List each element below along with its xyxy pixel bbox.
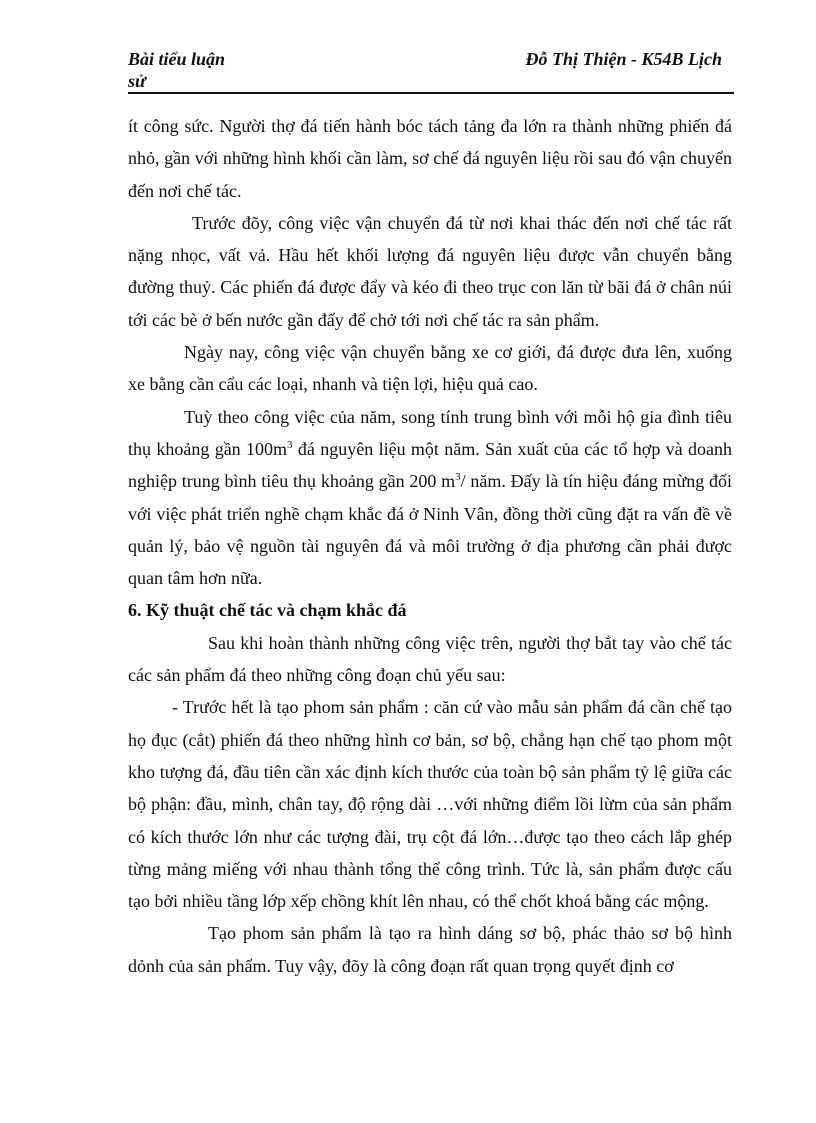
paragraph-1: ít công sức. Người thợ đá tiến hành bóc tách tảng đa lớn ra thành những phiến đá nhỏ, gần với những hình khối cần làm, sơ chế đá nguyên liệu rồi sau đó vận chuyển đến nơi chế tác. xyxy=(128,116,732,201)
paragraph-4-part-b: đá nguyên liệu một năm. Sản xuất của các tổ hợp và doanh nghiệp trung bình tiêu thụ khoảng gần 200 m xyxy=(128,438,733,492)
header-divider xyxy=(128,92,734,94)
page-header xyxy=(128,48,734,94)
header-left-title xyxy=(128,48,248,92)
paragraph-2: Trước đõy, công việc vận chuyển đá từ nơi khai thác đến nơi chế tác rất nặng nhọc, vất vả. Hầu hết khối lượng đá nguyên liệu được vẫn chuyển bằng đường thuỷ. Các phiến đá được đẩy và kéo đi theo trục con lăn từ bãi đá ở chân núi tới các bè ở bến nước gần đấy để chở tới nơi chế tác ra sản phẩm. xyxy=(128,212,732,330)
paragraph-4-part-a: Tuỳ theo công việc của năm, song tính trung bình với mỗi hộ gia đình tiêu thụ khoảng gần 100m xyxy=(128,406,732,459)
document-body xyxy=(128,110,732,982)
superscript-3: 3 xyxy=(287,438,293,451)
header-left-line2: sử xyxy=(128,71,146,91)
superscript-3-second: 3 xyxy=(455,471,461,484)
paragraph-3: Ngày nay, công việc vận chuyển bằng xe cơ giới, đá được đưa lên, xuống xe bằng cần cẩu các loại, nhanh và tiện lợi, hiệu quả cao. xyxy=(128,342,732,395)
header-author: Đỗ Thị Thiện - K54B Lịch xyxy=(525,49,722,69)
paragraph-7: Tạo phom sản phẩm là tạo ra hình dáng sơ bộ, phác thảo sơ bộ hình dỏnh của sản phẩm. Tuy vậy, đõy là công đoạn rất quan trọng quyết định cơ xyxy=(128,923,732,976)
paragraph-5: Sau khi hoàn thành những công việc trên, người thợ bắt tay vào chế tác các sản phẩm đá theo những công đoạn chủ yếu sau: xyxy=(128,632,732,686)
section-heading: 6. Kỹ thuật chế tác và chạm khắc đá xyxy=(128,600,407,621)
paragraph-4-part-c: / năm. Đấy là tín hiệu đáng mừng đối với việc phát triển nghề chạm khắc đá ở Ninh Vân, đồng thời cũng đặt ra vấn đề về quản lý, bảo vệ nguồn tài nguyên đá và môi trường ở địa phương cần phải được quan tâm hơn nữa. xyxy=(128,471,732,589)
paragraph-4 xyxy=(128,401,732,595)
header-left-line1: Bài tiểu luận xyxy=(128,49,226,69)
paragraph-6: - Trước hết là tạo phom sản phẩm : căn cứ vào mẫu sản phẩm đá cần chế tạo họ đục (cắt) phiến đá theo những hình cơ bản, sơ bộ, chẳng hạn chế tạo phom một kho tượng đá, đầu tiên cần xác định kích thước của toàn bộ sản phẩm tỷ lệ giữa các bộ phận: đầu, mình, chân tay, độ rộng dài …với những điểm lồi lừm của sản phẩm có kích thước lớn như các tượng đài, trụ cột đá lớn…được tạo theo cách lắp ghép từng mảng miếng với nhau thành tổng thể công trình. Tức là, sản phẩm được cấu tạo bởi nhiều tầng lớp xếp chồng khít lên nhau, có thể chốt khoá bằng các mộng. xyxy=(128,697,732,912)
